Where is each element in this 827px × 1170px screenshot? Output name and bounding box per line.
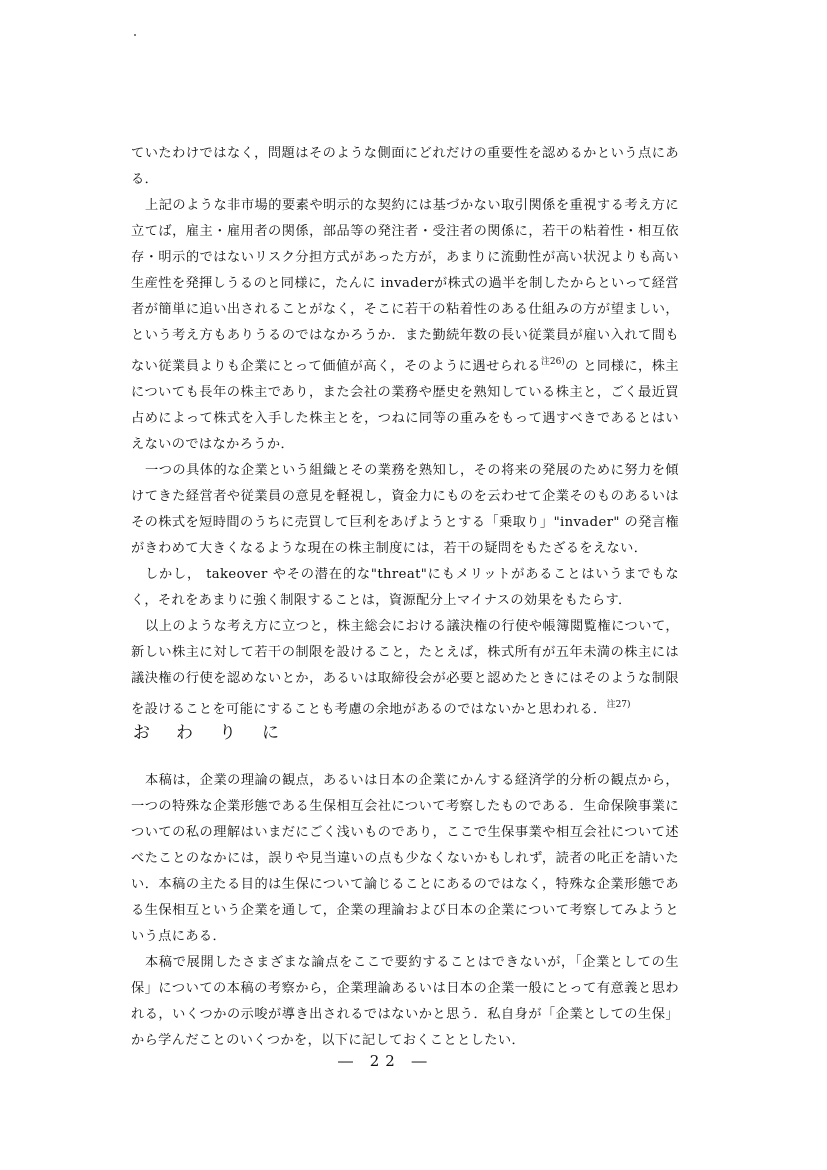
paragraph: 本稿で展開したさまざまな論点をここで要約することはできないが，「企業としての生保」についての本稿の考察から，企業理論あるいは日本の企業一般にとって有意義と思われる，いくつかの示唆が導き出されるではないかと思う．私自身が「企業としての生保」から学んだことのいくつかを，以下に記しておくこととしたい． bbox=[131, 955, 679, 1048]
paragraph-text: 以上のような考え方に立つと，株主総会における議決権の行使や帳簿閲覧権について，新しい株主に対して若干の制限を設けること，たとえば，株式所有が五年未満の株主には議決権の行使を認めないとか，あるいは取締役会が必要と認めたときにはそのような制限を設けることを可能にすることも考慮の余地があるのではないかと思われる． bbox=[131, 619, 679, 717]
body-text-section-1 bbox=[131, 141, 679, 723]
paragraph-text: の と同様に，株主についても長年の株主であり，また会社の業務や歴史を熟知している株主と，ごく最近買占めによって株式を入手した株主とを，つねに同等の重みをもって遇すべきであるとはいえないのではなかろうか． bbox=[131, 359, 679, 452]
paragraph bbox=[131, 193, 679, 458]
paragraph: 一つの具体的な企業という組織とその業務を熟知し，その将来の発展のために努力を傾けてきた経営者や従業員の意見を軽視し，資金力にものを云わせて企業そのものあるいはその株式を短時間のうちに売買して巨利をあげようとする「乗取り」"invader" の発言権がきわめて大きくなるような現在の株主制度には，若干の疑問をもたざるをえない． bbox=[131, 463, 679, 556]
footnote-ref-26: 注26) bbox=[540, 357, 565, 367]
page-number: ― 22 ― bbox=[338, 1052, 433, 1070]
footnote-ref-27: 注27) bbox=[606, 700, 631, 710]
paragraph bbox=[131, 614, 679, 723]
section-heading: おわりに bbox=[133, 723, 305, 743]
paragraph: 本稿は，企業の理論の観点，あるいは日本の企業にかんする経済学的分析の観点から，一つの特殊な企業形態である生保相互会社について考察したものである．生命保険事業についての私の理解はいまだにごく浅いものであり，ここで生保事業や相互会社について述べたことのなかには，誤りや見当違いの点も少なくないかもしれず，読者の叱正を請いたい．本稿の主たる目的は生保について論じることにあるのではなく，特殊な企業形態である生保相互という企業を通して，企業の理論および日本の企業について考察してみようという点にある． bbox=[131, 773, 679, 944]
paragraph-text: 上記のような非市場的要素や明示的な契約には基づかない取引関係を重視する考え方に立てば，雇主・雇用者の関係，部品等の発注者・受注者の関係に，若干の粘着性・相互依存・明示的ではないリスク分担方式があった方が，あまりに流動性が高い状況よりも高い生産性を発揮しうるのと同様に，たんに invaderが株式の過半を制したからといって経営者が簡単に追い出されることがなく，そこに若干の粘着性のある仕組みの方が望ましい，という考え方もありうるのではなかろうか．また勤続年数の長い従業員が雇い入れて間もない従業員よりも企業にとって価値が高く，そのように遇せられる bbox=[131, 198, 679, 374]
body-text-section-2 bbox=[131, 768, 679, 1054]
paragraph: しかし， takeover やその潜在的な"threat"にもメリットがあることはいうまでもなく，それをあまりに強く制限することは，資源配分上マイナスの効果をもたらす． bbox=[131, 567, 679, 608]
paragraph: ていたわけではなく，問題はそのような側面にどれだけの重要性を認めるかという点にある． bbox=[131, 146, 679, 187]
scan-speck bbox=[134, 34, 136, 36]
